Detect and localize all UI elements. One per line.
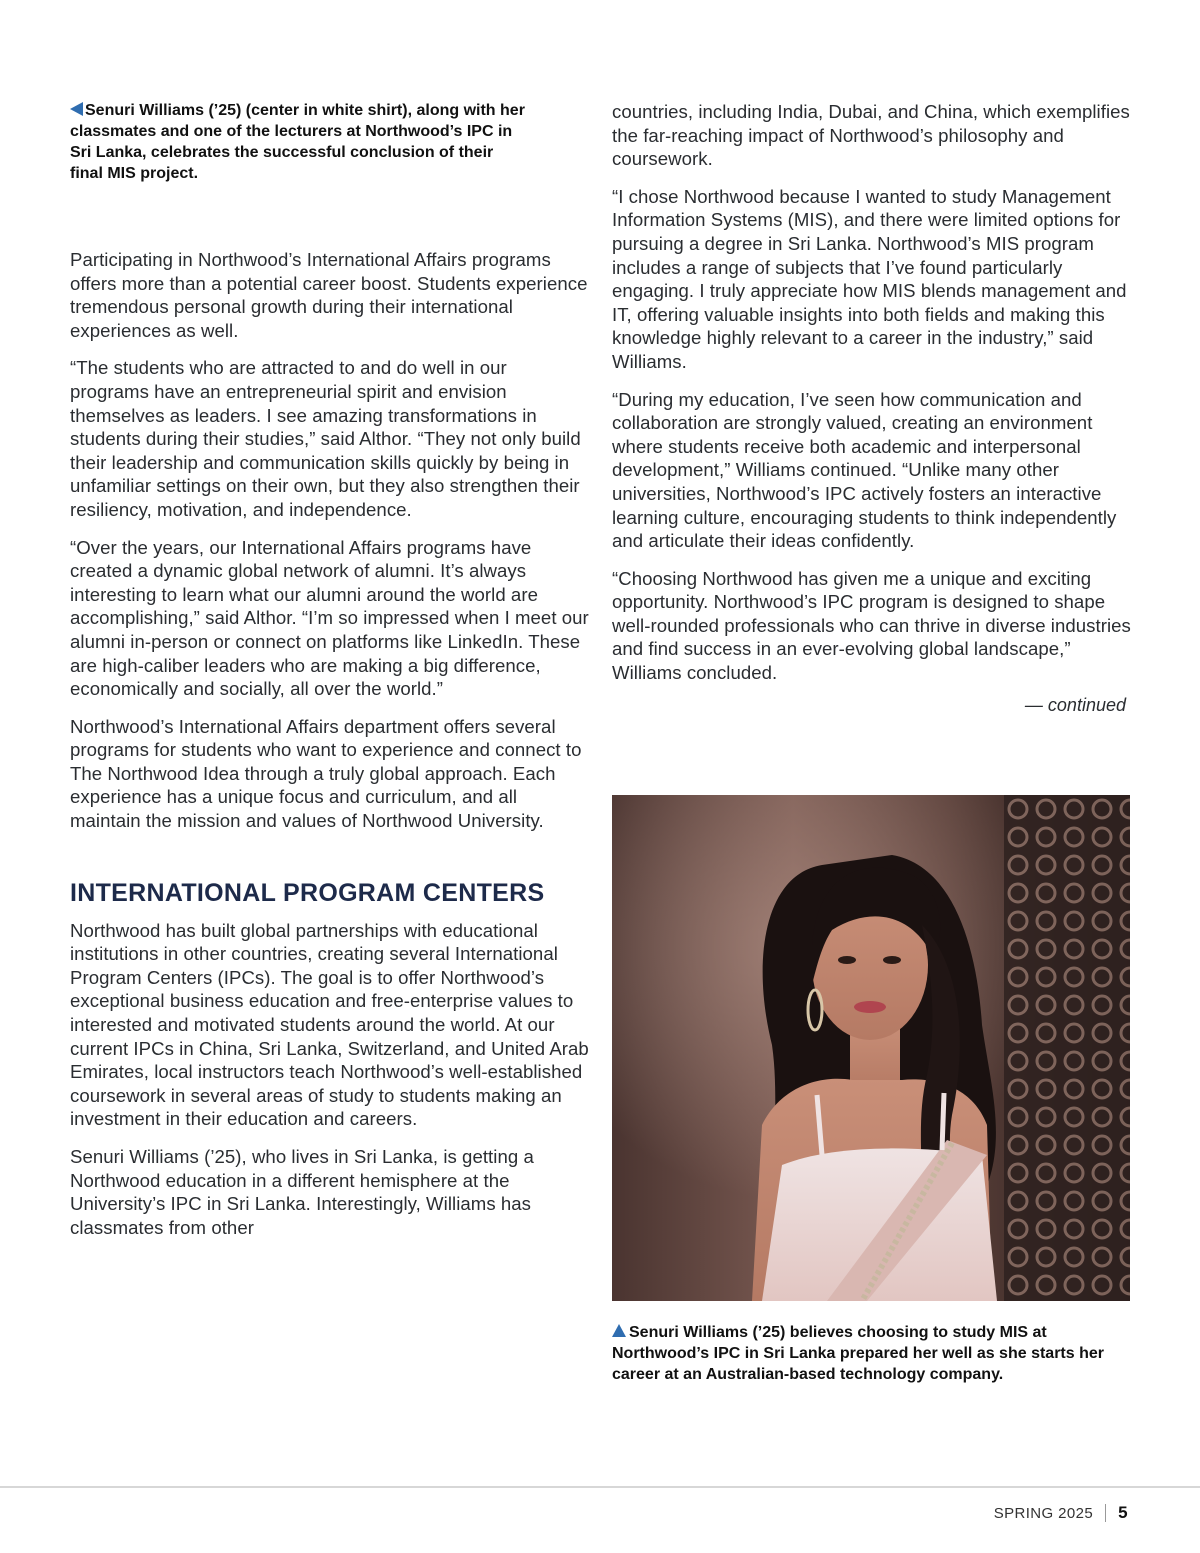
left-column <box>70 100 590 1253</box>
photo-caption-top <box>70 100 530 184</box>
caption-top-text: Senuri Williams (’25) (center in white shirt), along with her classmates and one of the lecturers at Northwood’s IPC in Sri Lanka, celebrates the successful conclusion of their final MIS project. <box>70 102 525 182</box>
paragraph: Senuri Williams (’25), who lives in Sri Lanka, is getting a Northwood education in a different hemisphere at the University’s IPC in Sri Lanka. Interestingly, Williams has classmates from other <box>70 1146 534 1238</box>
footer-divider <box>0 1486 1200 1488</box>
continued-label: — continued <box>1024 694 1126 715</box>
triangle-left-icon <box>70 102 83 116</box>
portrait-illustration <box>612 795 1130 1301</box>
issue-label: SPRING 2025 <box>993 1504 1094 1522</box>
paragraph: “I chose Northwood because I wanted to study Management Information Systems (MIS), and there were limited options for pursuing a degree in Sri Lanka. Northwood’s MIS program includes a range of subjects that I’ve found particularly engaging. I truly appreciate how MIS blends management and IT, offering valuable insights into both fields and making this knowledge highly relevant to a career in the industry,” said Williams. <box>612 185 1127 372</box>
page-footer <box>994 1503 1128 1523</box>
paragraph: Northwood’s International Affairs department offers several programs for students who want to experience and connect to The Northwood Idea through a truly global approach. Each experience has a unique focus and curriculum, and all maintain the mission and values of Northwood University. <box>70 715 582 832</box>
paragraph: “During my education, I’ve seen how communication and collaboration are strongly valued, creating an environment where students receive both academic and interpersonal development,” Williams continued. “Unlike many other universities, Northwood’s IPC actively fosters an interactive learning culture, encouraging students to think independently and articulate their ideas confidently. <box>612 388 1117 552</box>
caption-bottom-text: Senuri Williams (’25) believes choosing to study MIS at Northwood’s IPC in Sri Lanka prepared her well as she starts her career at an Australian-based technology company. <box>612 1324 1104 1383</box>
triangle-up-icon <box>612 1324 626 1337</box>
portrait-photo <box>612 795 1130 1301</box>
section-heading: INTERNATIONAL PROGRAM CENTERS <box>70 878 545 907</box>
paragraph: “Over the years, our International Affairs programs have created a dynamic global network of alumni. It’s always interesting to learn what our alumni around the world are accomplishing,” said Althor. “I’m so impressed when I meet our alumni in-person or connect on platforms like LinkedIn. These are high-caliber leaders who are making a big difference, economically and socially, all over the world.” <box>70 536 589 700</box>
paragraph: “The students who are attracted to and do well in our programs have an entrepreneurial spirit and envision themselves as leaders. I see amazing transformations in students during their studies,” said Althor. “They not only build their leadership and communication skills quickly by being in unfamiliar settings on their own, but they also strengthen their resiliency, motivation, and independence. <box>70 357 581 520</box>
footer-separator <box>1105 1504 1106 1522</box>
paragraph: Northwood has built global partnerships with educational institutions in other countries, creating several International Program Centers (IPCs). The goal is to offer Northwood’s exceptional business education and free-enterprise values to interested and motivated students around the world. At our current IPCs in China, Sri Lanka, Switzerland, and United Arab Emirates, local instructors teach Northwood’s well-established coursework in several areas of study to students making an investment in their education and careers. <box>70 919 589 1130</box>
photo-caption-bottom <box>612 1322 1112 1385</box>
paragraph: countries, including India, Dubai, and China, which exemplifies the far-reaching impact of Northwood’s philosophy and coursework. <box>612 101 1130 170</box>
left-article-text <box>70 248 590 1239</box>
paragraph: “Choosing Northwood has given me a unique and exciting opportunity. Northwood’s IPC program is designed to shape well-rounded professionals who can thrive in diverse industries and find success in an ever-evolving global landscape,” Williams concluded. <box>612 567 1131 684</box>
paragraph: Participating in Northwood’s International Affairs programs offers more than a potential career boost. Students experience tremendous personal growth during their international experiences as well. <box>70 249 588 341</box>
page-number: 5 <box>1118 1503 1128 1522</box>
right-column <box>612 100 1132 716</box>
